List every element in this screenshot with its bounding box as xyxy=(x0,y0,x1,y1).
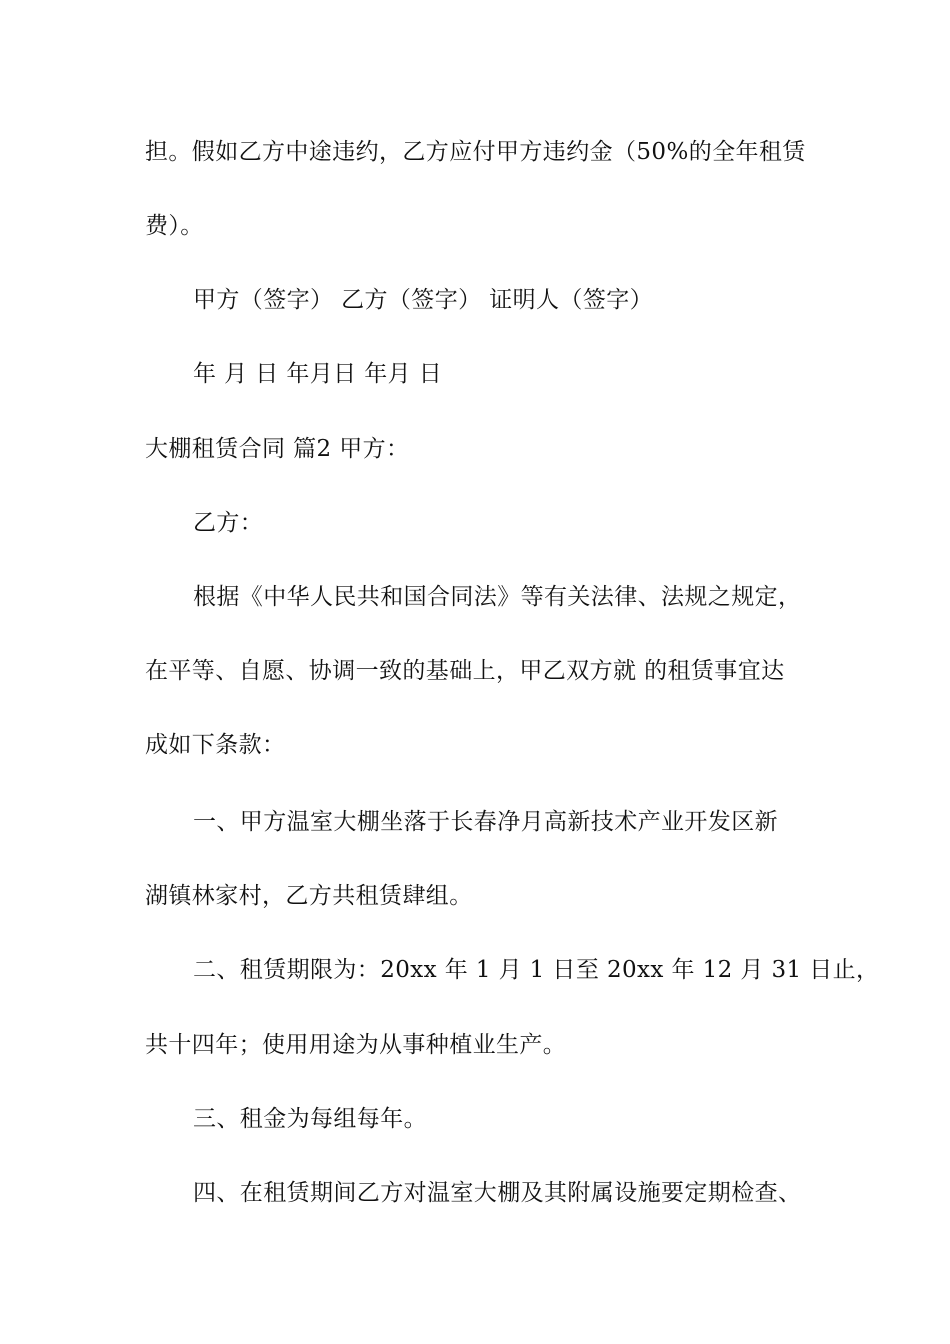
clause-line: 二、租赁期限为：20xx 年 1 月 1 日至 20xx 年 12 月 31 日止， xyxy=(193,957,880,983)
paragraph-line: 费）。 xyxy=(145,213,204,239)
paragraph-line: 成如下条款： xyxy=(145,732,286,758)
clause-line: 四、在租赁期间乙方对温室大棚及其附属设施要定期检查、 xyxy=(193,1180,802,1206)
clause-line: 湖镇林家村，乙方共租赁肆组。 xyxy=(145,883,473,909)
paragraph-line: 在平等、自愿、协调一致的基础上，甲乙双方就 的租赁事宜达 xyxy=(145,658,785,684)
section-heading: 大棚租赁合同 篇2 甲方： xyxy=(145,436,410,462)
party-b-line: 乙方： xyxy=(193,510,264,536)
paragraph-line: 担。假如乙方中途违约，乙方应付甲方违约金（50%的全年租赁 xyxy=(145,139,806,165)
paragraph-line: 根据《中华人民共和国合同法》等有关法律、法规之规定， xyxy=(193,584,802,610)
clause-line: 三、租金为每组每年。 xyxy=(193,1106,427,1132)
clause-line: 一、甲方温室大棚坐落于长春净月高新技术产业开发区新 xyxy=(193,809,778,835)
signature-line: 甲方（签字） 乙方（签字） 证明人（签字） xyxy=(193,287,654,313)
clause-line: 共十四年；使用用途为从事种植业生产。 xyxy=(145,1032,567,1058)
date-line: 年 月 日 年月日 年月 日 xyxy=(193,361,443,387)
